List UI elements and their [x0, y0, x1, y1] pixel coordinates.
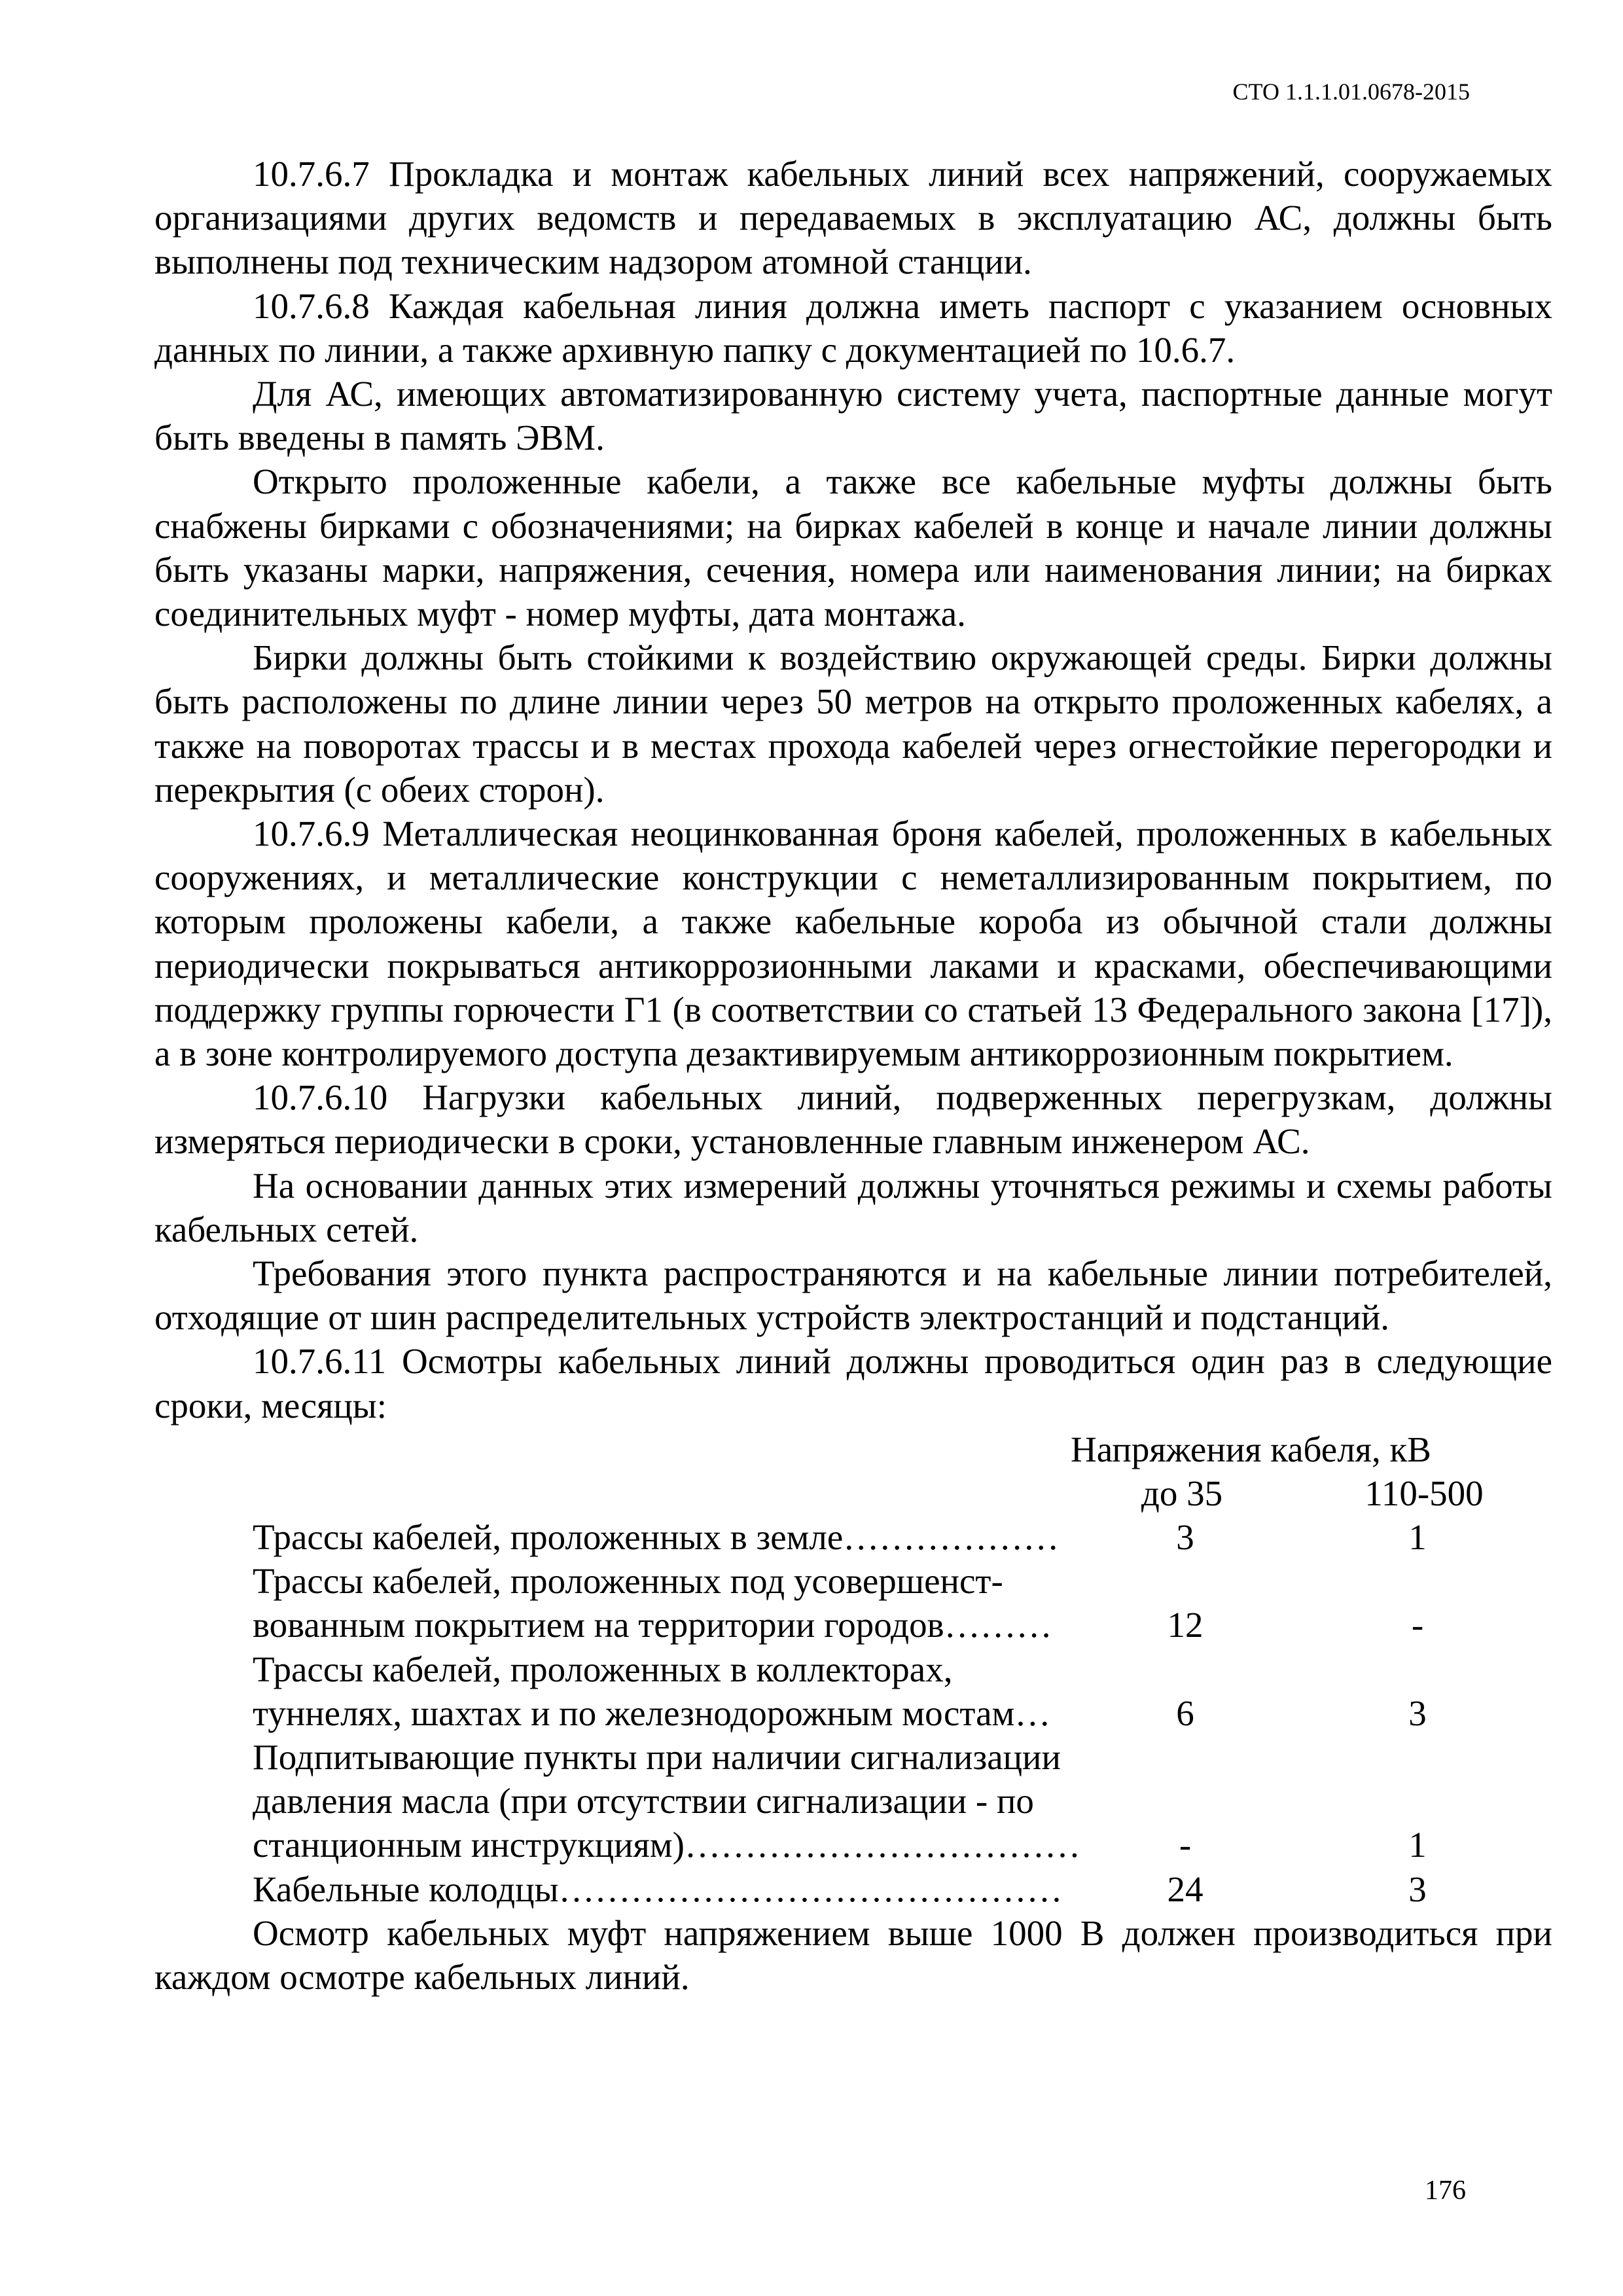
paragraph-asu-passport: Для АС, имеющих автоматизированную систему учета, паспортные данные могут быть введены в память ЭВМ.	[154, 374, 1552, 458]
paragraph-10-7-6-9: 10.7.6.9 Металлическая неоцинкованная броня кабелей, проложенных в кабельных сооружениях, и металлические конструкции с неметаллизированным покрытием, по которым проложены кабели, а также кабельные короба из обычной стали должны периодически покрываться антикоррозионными лаками и красками, обеспечивающими поддержку группы горючести Г1 (в соответствии со статьей 13 Федерального закона [17]), а в зоне контролируемого доступа дезактивируемым антикоррозионным покрытием.	[154, 814, 1552, 1074]
row-value-110-500: -	[1411, 1605, 1424, 1645]
paragraph-cable-tags: Открыто проложенные кабели, а также все кабельные муфты должны быть снабжены бирками с обозначениями; на бирках кабелей в конце и начале линии должны быть указаны марки, напряжения, сечения, номера или наименования линии; на бирках соединительных муфт - номер муфты, дата монтажа.	[154, 461, 1552, 634]
row-value-up-to-35: 3	[1176, 1516, 1194, 1557]
row-label	[253, 1867, 1123, 1911]
row-value-110-500: 3	[1408, 1693, 1427, 1733]
paragraph-measurements: На основании данных этих измерений должны уточняться режимы и схемы работы кабельных сетей.	[154, 1165, 1552, 1249]
row-label	[253, 1735, 1123, 1867]
row-label-line: туннелях, шахтах и по железнодорожным мостам…	[253, 1693, 1051, 1733]
row-label	[253, 1647, 1123, 1735]
paragraph-10-7-6-7: 10.7.6.7 Прокладка и монтаж кабельных линий всех напряжений, сооружаемых организациями других ведомств и передаваемых в эксплуатацию АС, должны быть выполнены под техническим надзором атомной станции.	[154, 154, 1552, 282]
document-body	[154, 152, 1552, 1999]
table-row	[154, 1867, 1552, 1911]
paragraph-10-7-6-10: 10.7.6.10 Нагрузки кабельных линий, подверженных перегрузкам, должны измеряться периодически в сроки, установленные главным инженером АС.	[154, 1077, 1552, 1162]
table-row	[154, 1515, 1552, 1559]
column-header-up-to-35: до 35	[1141, 1473, 1223, 1513]
row-value-up-to-35: -	[1179, 1825, 1192, 1865]
row-label-line: вованным покрытием на территории городов………	[253, 1605, 1052, 1645]
row-value-up-to-35: 24	[1167, 1869, 1204, 1909]
row-value-up-to-35: 6	[1176, 1693, 1194, 1733]
row-label-line: Трассы кабелей, проложенных под усовершенст-	[253, 1561, 1003, 1602]
row-label	[253, 1559, 1123, 1647]
table-row	[154, 1559, 1552, 1647]
row-value-up-to-35: 12	[1167, 1605, 1204, 1645]
row-label-line: станционным инструкциям)……………………………	[253, 1825, 1080, 1865]
row-value-110-500: 1	[1408, 1516, 1427, 1557]
paragraph-consumers: Требования этого пункта распространяются и на кабельные линии потребителей, отходящие от шин распределительных устройств электростанций и подстанций.	[154, 1253, 1552, 1338]
row-label-line: Подпитывающие пункты при наличии сигнализации	[253, 1736, 1061, 1777]
table-row	[154, 1647, 1552, 1735]
row-value-110-500: 1	[1408, 1825, 1427, 1865]
column-header-110-500: 110-500	[1364, 1473, 1484, 1513]
row-label-line: давления масла (при отсутствии сигнализации - по	[253, 1781, 1034, 1821]
row-label-line: Трассы кабелей, проложенных в земле………………	[253, 1516, 1060, 1557]
document-code: СТО 1.1.1.01.0678-2015	[1232, 79, 1470, 105]
table-row	[154, 1735, 1552, 1867]
row-label-line: Кабельные колодцы……………………………………	[253, 1869, 1063, 1909]
row-label-line: Трассы кабелей, проложенных в коллекторах,	[253, 1649, 953, 1689]
table-title: Напряжения кабеля, кВ	[1071, 1429, 1431, 1469]
paragraph-10-7-6-8: 10.7.6.8 Каждая кабельная линия должна иметь паспорт с указанием основных данных по линии, а также архивную папку с документацией по 10.6.7.	[154, 285, 1552, 370]
inspection-table-header	[154, 1427, 1552, 1515]
page-number: 176	[1425, 2176, 1466, 2206]
paragraph-coupling-inspection: Осмотр кабельных муфт напряжением выше 1000 В должен производиться при каждом осмотре кабельных линий.	[154, 1912, 1552, 1997]
row-value-110-500: 3	[1408, 1869, 1427, 1909]
row-label	[253, 1515, 1123, 1559]
paragraph-10-7-6-11: 10.7.6.11 Осмотры кабельных линий должны проводиться один раз в следующие сроки, месяцы:	[154, 1341, 1552, 1426]
paragraph-tag-durability: Бирки должны быть стойкими к воздействию окружающей среды. Бирки должны быть расположены по длине линии через 50 метров на открыто проложенных кабелях, а также на поворотах трассы и в местах прохода кабелей через огнестойкие перегородки и перекрытия (с обеих сторон).	[154, 637, 1552, 810]
